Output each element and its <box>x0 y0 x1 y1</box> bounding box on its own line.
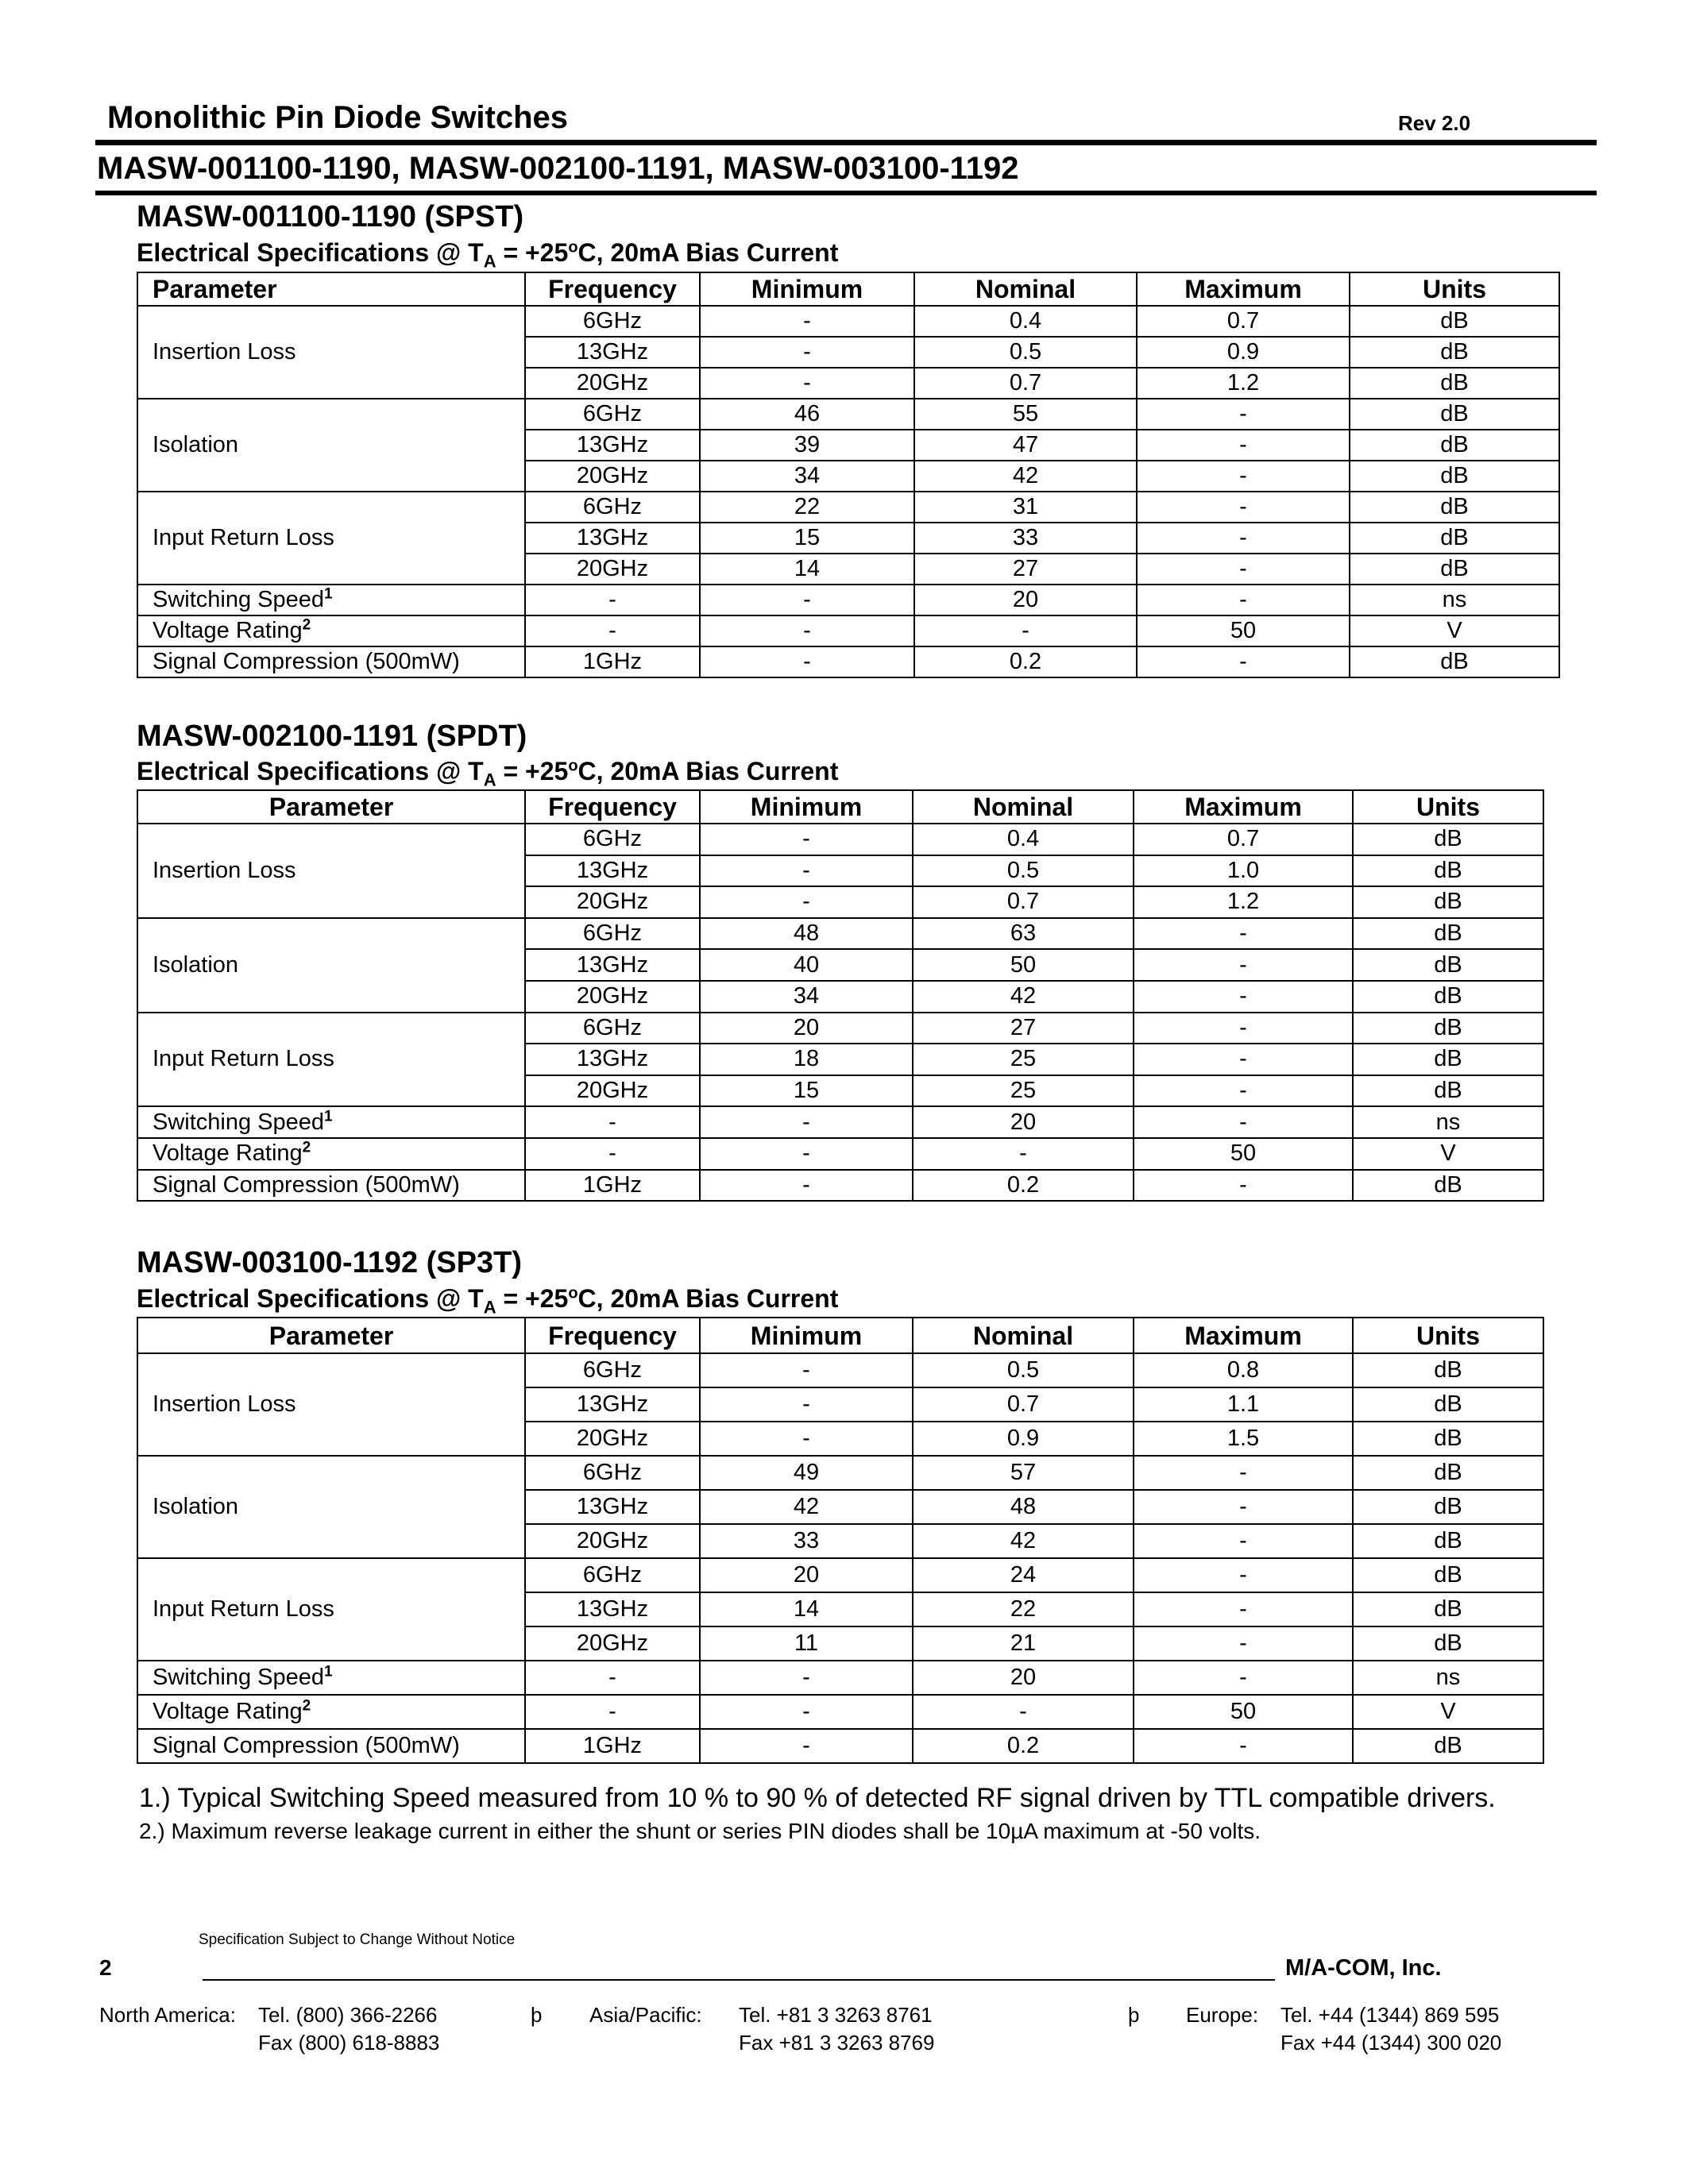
value-cell: - <box>1134 1170 1353 1202</box>
table-row <box>137 1170 1543 1202</box>
value-cell: - <box>525 1661 700 1695</box>
value-cell: 49 <box>700 1456 913 1490</box>
value-cell: 22 <box>700 492 914 523</box>
parameter-label: Switching Speed <box>153 587 325 612</box>
value-cell: 42 <box>913 981 1134 1013</box>
value-cell: 13GHz <box>525 1592 700 1626</box>
value-cell: 47 <box>914 430 1137 461</box>
value-cell: 20GHz <box>525 368 700 399</box>
column-header: Frequency <box>525 272 700 306</box>
value-cell: - <box>525 1695 700 1729</box>
value-cell: dB <box>1350 337 1559 368</box>
column-header: Units <box>1350 272 1559 306</box>
value-cell: V <box>1353 1138 1543 1170</box>
value-cell: - <box>1137 585 1350 615</box>
value-cell: dB <box>1353 1044 1543 1075</box>
value-cell: dB <box>1350 646 1559 677</box>
value-cell: 1.1 <box>1134 1387 1353 1422</box>
footnote-2: 2.) Maximum reverse leakage current in either the shunt or series PIN diodes shall be 10µA maximum at -50 volts. <box>139 1819 1261 1843</box>
table-row <box>137 1695 1543 1729</box>
value-cell: 20 <box>700 1558 913 1592</box>
value-cell: - <box>525 1138 700 1170</box>
value-cell: 50 <box>913 949 1134 981</box>
parameter-cell: Insertion Loss <box>137 1353 525 1456</box>
value-cell: 20GHz <box>525 1422 700 1456</box>
table-header-row <box>137 272 1559 306</box>
value-cell: 63 <box>913 918 1134 950</box>
value-cell: 42 <box>913 1524 1134 1558</box>
na-fax: Fax (800) 618-8883 <box>258 2031 440 2055</box>
separator-icon: þ <box>531 2003 543 2027</box>
value-cell: 39 <box>700 430 914 461</box>
value-cell: dB <box>1353 1592 1543 1626</box>
value-cell: dB <box>1353 1353 1543 1387</box>
value-cell: - <box>525 1106 700 1138</box>
value-cell: dB <box>1350 492 1559 523</box>
eu-label: Europe: <box>1186 2003 1259 2027</box>
value-cell: - <box>1137 461 1350 492</box>
value-cell: dB <box>1353 1558 1543 1592</box>
eu-fax: Fax +44 (1344) 300 020 <box>1280 2031 1502 2055</box>
value-cell: - <box>700 1353 913 1387</box>
parameter-cell: Isolation <box>137 399 525 492</box>
eu-tel: Tel. +44 (1344) 869 595 <box>1280 2003 1500 2027</box>
column-header: Parameter <box>137 790 525 824</box>
column-header: Maximum <box>1137 272 1350 306</box>
value-cell: 42 <box>914 461 1137 492</box>
value-cell: 1.2 <box>1137 368 1350 399</box>
column-header: Parameter <box>137 1318 525 1353</box>
separator-icon: þ <box>1128 2003 1140 2027</box>
value-cell: 6GHz <box>525 1353 700 1387</box>
value-cell: dB <box>1353 1456 1543 1490</box>
table-row <box>137 1729 1543 1763</box>
section-title: MASW-003100-1192 (SP3T) <box>137 1246 523 1279</box>
value-cell: 0.4 <box>913 824 1134 855</box>
footnote-1: 1.) Typical Switching Speed measured from 10 % to 90 % of detected RF signal driven by TTL compatible drivers. <box>139 1783 1496 1813</box>
parameter-cell: Isolation <box>137 1456 525 1558</box>
section-title: MASW-002100-1191 (SPDT) <box>137 720 527 753</box>
column-header: Minimum <box>700 790 913 824</box>
value-cell: - <box>700 646 914 677</box>
value-cell: - <box>1137 646 1350 677</box>
value-cell: 40 <box>700 949 913 981</box>
value-cell: - <box>1134 1490 1353 1524</box>
value-cell: 13GHz <box>525 949 700 981</box>
value-cell: 0.2 <box>913 1170 1134 1202</box>
value-cell: 34 <box>700 461 914 492</box>
footnote-marker: 2 <box>302 1139 311 1156</box>
value-cell: dB <box>1350 368 1559 399</box>
value-cell: - <box>700 368 914 399</box>
value-cell: 20GHz <box>525 886 700 918</box>
value-cell: 33 <box>700 1524 913 1558</box>
value-cell: dB <box>1353 918 1543 950</box>
parameter-label: Voltage Rating <box>153 1699 303 1724</box>
value-cell: - <box>1134 918 1353 950</box>
value-cell: - <box>525 615 700 646</box>
value-cell: - <box>1137 430 1350 461</box>
value-cell: - <box>1137 492 1350 523</box>
column-header: Maximum <box>1134 1318 1353 1353</box>
value-cell: 42 <box>700 1490 913 1524</box>
value-cell: 0.7 <box>1137 306 1350 337</box>
value-cell: - <box>700 1695 913 1729</box>
value-cell: 25 <box>913 1075 1134 1107</box>
table-row <box>137 1558 1543 1592</box>
value-cell: - <box>700 1422 913 1456</box>
value-cell: V <box>1350 615 1559 646</box>
value-cell: 48 <box>700 918 913 950</box>
value-cell: 13GHz <box>525 523 700 554</box>
value-cell: 6GHz <box>525 1558 700 1592</box>
value-cell: dB <box>1353 824 1543 855</box>
table-row <box>137 1353 1543 1387</box>
value-cell: 57 <box>913 1456 1134 1490</box>
column-header: Nominal <box>913 790 1134 824</box>
value-cell: - <box>1134 1661 1353 1695</box>
value-cell: 25 <box>913 1044 1134 1075</box>
table-row <box>137 399 1559 430</box>
na-tel: Tel. (800) 366-2266 <box>258 2003 438 2027</box>
value-cell: 15 <box>700 523 914 554</box>
value-cell: ns <box>1353 1661 1543 1695</box>
value-cell: 31 <box>914 492 1137 523</box>
value-cell: 0.7 <box>913 1387 1134 1422</box>
value-cell: 22 <box>913 1592 1134 1626</box>
value-cell: 20GHz <box>525 981 700 1013</box>
value-cell: 13GHz <box>525 855 700 887</box>
value-cell: - <box>1134 1729 1353 1763</box>
value-cell: - <box>1134 1044 1353 1075</box>
value-cell: 0.7 <box>913 886 1134 918</box>
value-cell: - <box>1137 523 1350 554</box>
company-name: M/A-COM, Inc. <box>1285 1955 1442 1981</box>
value-cell: 1.0 <box>1134 855 1353 887</box>
footnote-marker: 1 <box>324 585 333 603</box>
parameter-cell <box>137 1729 525 1763</box>
column-header: Nominal <box>914 272 1137 306</box>
value-cell: 6GHz <box>525 1013 700 1044</box>
column-header: Minimum <box>700 272 914 306</box>
footnote-marker: 2 <box>302 616 311 634</box>
value-cell: dB <box>1353 1170 1543 1202</box>
parameter-cell <box>137 1695 525 1729</box>
value-cell: 0.7 <box>1134 824 1353 855</box>
value-cell: 6GHz <box>525 918 700 950</box>
section-title: MASW-001100-1190 (SPST) <box>137 200 524 233</box>
value-cell: - <box>1134 949 1353 981</box>
value-cell: 20GHz <box>525 1524 700 1558</box>
table-row <box>137 824 1543 855</box>
parameter-cell <box>137 1661 525 1695</box>
table-row <box>137 646 1559 677</box>
parameter-cell: Input Return Loss <box>137 1013 525 1107</box>
value-cell: 20GHz <box>525 554 700 585</box>
table-row <box>137 1013 1543 1044</box>
parameter-label: Switching Speed <box>153 1109 325 1135</box>
value-cell: 24 <box>913 1558 1134 1592</box>
parameter-label: Voltage Rating <box>153 1140 303 1167</box>
document-title: Monolithic Pin Diode Switches <box>107 100 569 135</box>
value-cell: - <box>700 1170 913 1202</box>
value-cell: - <box>913 1138 1134 1170</box>
value-cell: 33 <box>914 523 1137 554</box>
value-cell: 20 <box>913 1661 1134 1695</box>
value-cell: 0.2 <box>913 1729 1134 1763</box>
value-cell: - <box>1134 1524 1353 1558</box>
value-cell: 13GHz <box>525 337 700 368</box>
value-cell: ns <box>1353 1106 1543 1138</box>
revision-label: Rev 2.0 <box>1398 111 1471 135</box>
value-cell: dB <box>1353 1490 1543 1524</box>
value-cell: - <box>700 585 914 615</box>
section-subtitle: Electrical Specifications @ $T_A = +25^oC$, 20mA Bias Current <box>137 1284 839 1318</box>
value-cell: - <box>700 337 914 368</box>
column-header: Frequency <box>525 1318 700 1353</box>
parameter-label: Switching Speed <box>153 1665 325 1690</box>
table-row <box>137 615 1559 646</box>
parameter-cell: Insertion Loss <box>137 824 525 918</box>
value-cell: - <box>914 615 1137 646</box>
na-label: North America: <box>99 2003 236 2027</box>
table-row <box>137 1106 1543 1138</box>
part-numbers-heading: MASW-001100-1190, MASW-002100-1191, MASW-003100-1192 <box>97 151 1019 186</box>
value-cell: dB <box>1353 1387 1543 1422</box>
parameter-cell <box>137 615 525 646</box>
value-cell: dB <box>1353 1626 1543 1661</box>
parameter-cell <box>137 1138 525 1170</box>
value-cell: 55 <box>914 399 1137 430</box>
value-cell: 0.2 <box>914 646 1137 677</box>
table-row <box>137 306 1559 337</box>
parameter-cell: Input Return Loss <box>137 492 525 585</box>
parameter-label: Signal Compression (500mW) <box>153 649 460 674</box>
header-rule-top <box>95 140 1597 145</box>
column-header: Nominal <box>913 1318 1134 1353</box>
page-number: 2 <box>99 1955 112 1980</box>
table-row <box>137 1138 1543 1170</box>
value-cell: dB <box>1353 886 1543 918</box>
value-cell: dB <box>1350 554 1559 585</box>
value-cell: 48 <box>913 1490 1134 1524</box>
value-cell: 20GHz <box>525 1075 700 1107</box>
value-cell: 20 <box>914 585 1137 615</box>
value-cell: dB <box>1353 1422 1543 1456</box>
value-cell: dB <box>1350 306 1559 337</box>
value-cell: 18 <box>700 1044 913 1075</box>
value-cell: 20GHz <box>525 461 700 492</box>
value-cell: dB <box>1350 399 1559 430</box>
value-cell: dB <box>1353 1729 1543 1763</box>
value-cell: dB <box>1350 430 1559 461</box>
value-cell: - <box>700 886 913 918</box>
value-cell: - <box>1134 1558 1353 1592</box>
value-cell: 13GHz <box>525 1490 700 1524</box>
value-cell: - <box>700 1387 913 1422</box>
spec-table-sp3t <box>137 1317 1544 1764</box>
value-cell: - <box>700 855 913 887</box>
spec-table-spdt <box>137 789 1544 1202</box>
value-cell: - <box>700 824 913 855</box>
value-cell: 14 <box>700 1592 913 1626</box>
value-cell: 14 <box>700 554 914 585</box>
section-subtitle: Electrical Specifications @ $T_A = +25^oC$, 20mA Bias Current <box>137 238 839 272</box>
value-cell: - <box>700 1138 913 1170</box>
value-cell: 20GHz <box>525 1626 700 1661</box>
value-cell: - <box>700 615 914 646</box>
header-rule-bottom <box>95 191 1597 195</box>
value-cell: 6GHz <box>525 492 700 523</box>
value-cell: 13GHz <box>525 430 700 461</box>
parameter-cell <box>137 585 525 615</box>
table-header-row <box>137 790 1543 824</box>
value-cell: - <box>700 1729 913 1763</box>
table-row <box>137 492 1559 523</box>
value-cell: dB <box>1353 1075 1543 1107</box>
footer-rule <box>203 1979 1275 1981</box>
column-header: Parameter <box>137 272 525 306</box>
value-cell: 27 <box>913 1013 1134 1044</box>
value-cell: 0.5 <box>913 1353 1134 1387</box>
value-cell: 11 <box>700 1626 913 1661</box>
value-cell: - <box>1134 1626 1353 1661</box>
footnote-marker: 2 <box>302 1697 311 1715</box>
value-cell: - <box>700 1661 913 1695</box>
value-cell: ns <box>1350 585 1559 615</box>
table-header-row <box>137 1318 1543 1353</box>
value-cell: 0.7 <box>914 368 1137 399</box>
value-cell: dB <box>1353 1013 1543 1044</box>
parameter-label: Signal Compression (500mW) <box>153 1171 460 1198</box>
value-cell: 6GHz <box>525 399 700 430</box>
value-cell: dB <box>1350 523 1559 554</box>
value-cell: 6GHz <box>525 1456 700 1490</box>
column-header: Maximum <box>1134 790 1353 824</box>
column-header: Units <box>1353 1318 1543 1353</box>
value-cell: 34 <box>700 981 913 1013</box>
ap-fax: Fax +81 3 3263 8769 <box>739 2031 935 2055</box>
footnote-marker: 1 <box>324 1107 333 1125</box>
value-cell: 0.9 <box>913 1422 1134 1456</box>
value-cell: - <box>1134 1456 1353 1490</box>
value-cell: 0.5 <box>913 855 1134 887</box>
value-cell: dB <box>1353 949 1543 981</box>
value-cell: V <box>1353 1695 1543 1729</box>
value-cell: 1GHz <box>525 646 700 677</box>
footnote-marker: 1 <box>324 1663 333 1680</box>
value-cell: 50 <box>1134 1695 1353 1729</box>
value-cell: 0.5 <box>914 337 1137 368</box>
value-cell: dB <box>1353 855 1543 887</box>
parameter-cell <box>137 1106 525 1138</box>
table-row <box>137 1456 1543 1490</box>
parameter-cell: Isolation <box>137 918 525 1013</box>
value-cell: 27 <box>914 554 1137 585</box>
parameter-label: Voltage Rating <box>153 618 303 643</box>
table-row <box>137 918 1543 950</box>
parameter-cell <box>137 1170 525 1202</box>
value-cell: - <box>1134 1106 1353 1138</box>
footer-notice: Specification Subject to Change Without Notice <box>199 1931 516 1948</box>
value-cell: 50 <box>1134 1138 1353 1170</box>
value-cell: 0.8 <box>1134 1353 1353 1387</box>
value-cell: 0.9 <box>1137 337 1350 368</box>
value-cell: - <box>1137 554 1350 585</box>
value-cell: dB <box>1353 1524 1543 1558</box>
value-cell: 1.2 <box>1134 886 1353 918</box>
value-cell: 1.5 <box>1134 1422 1353 1456</box>
column-header: Units <box>1353 790 1543 824</box>
value-cell: - <box>700 1106 913 1138</box>
column-header: Minimum <box>700 1318 913 1353</box>
ap-tel: Tel. +81 3 3263 8761 <box>739 2003 933 2027</box>
value-cell: - <box>913 1695 1134 1729</box>
value-cell: 20 <box>700 1013 913 1044</box>
value-cell: 1GHz <box>525 1170 700 1202</box>
value-cell: 6GHz <box>525 824 700 855</box>
value-cell: 46 <box>700 399 914 430</box>
section-subtitle: Electrical Specifications @ $T_A = +25^oC$, 20mA Bias Current <box>137 757 839 790</box>
value-cell: 21 <box>913 1626 1134 1661</box>
table-row <box>137 585 1559 615</box>
parameter-cell: Insertion Loss <box>137 306 525 399</box>
value-cell: 6GHz <box>525 306 700 337</box>
value-cell: 0.4 <box>914 306 1137 337</box>
value-cell: 1GHz <box>525 1729 700 1763</box>
ap-label: Asia/Pacific: <box>589 2003 702 2027</box>
value-cell: - <box>1134 981 1353 1013</box>
value-cell: 15 <box>700 1075 913 1107</box>
spec-table-spst <box>137 272 1560 678</box>
value-cell: dB <box>1353 981 1543 1013</box>
value-cell: dB <box>1350 461 1559 492</box>
value-cell: 13GHz <box>525 1044 700 1075</box>
value-cell: 13GHz <box>525 1387 700 1422</box>
value-cell: 20 <box>913 1106 1134 1138</box>
table-row <box>137 1661 1543 1695</box>
value-cell: - <box>1137 399 1350 430</box>
value-cell: 50 <box>1137 615 1350 646</box>
value-cell: - <box>1134 1592 1353 1626</box>
value-cell: - <box>700 306 914 337</box>
value-cell: - <box>1134 1075 1353 1107</box>
parameter-cell: Input Return Loss <box>137 1558 525 1661</box>
column-header: Frequency <box>525 790 700 824</box>
value-cell: - <box>525 585 700 615</box>
parameter-cell <box>137 646 525 677</box>
value-cell: - <box>1134 1013 1353 1044</box>
parameter-label: Signal Compression (500mW) <box>153 1733 460 1758</box>
